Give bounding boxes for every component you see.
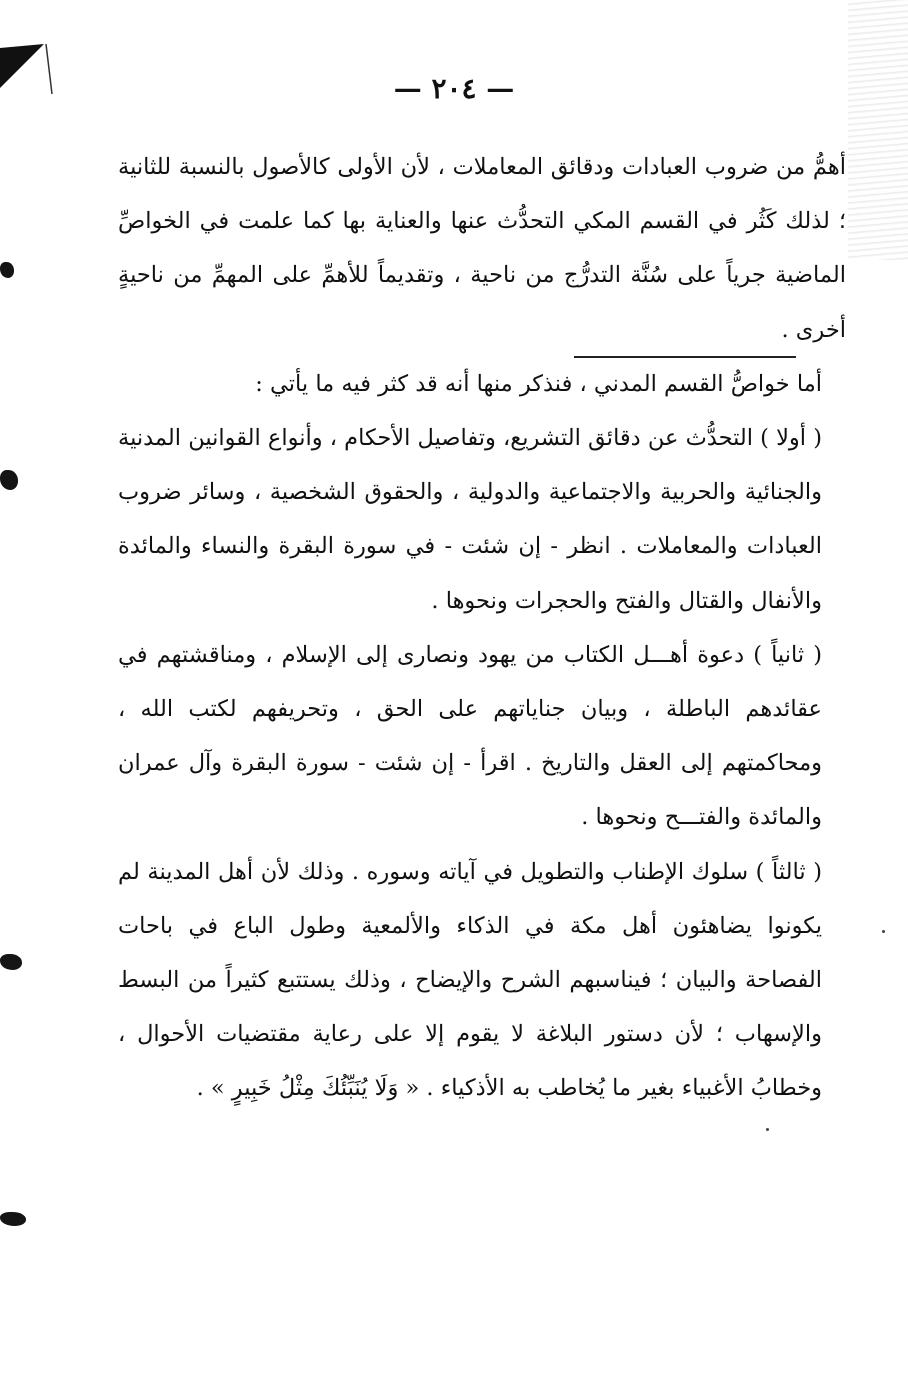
scan-speck: [0, 470, 18, 490]
paragraph: أهمُّ من ضروب العبادات ودقائق المعاملات ، لأن الأولى كالأصول بالنسبة للثانية ؛ لذلك كَثُر في القسم المكي التحدُّث عنها والعناية بها كما علمت في الخواصِّ الماضية جرياً على سُنَّة التدرُّج من ناحية ، وتقديماً للأهمِّ على المهمِّ من ناحيةٍ أخرى .: [118, 154, 846, 343]
scan-dot: [766, 1128, 769, 1131]
scan-speck: [0, 262, 14, 278]
paragraph: ( ثالثاً ) سلوك الإطناب والتطويل في آياته وسوره . وذلك لأن أهل المدينة لم يكونوا يضاهئون أهل مكة في الذكاء والألمعية وطول الباع في باحات الفصاحة والبيان ؛ فيناسبهم الشرح والإيضاح ، وذلك يستتبع كثيراً من البسط والإسهاب ؛ لأن دستور البلاغة لا يقوم إلا على رعاية مقتضيات الأحوال ، وخطابُ الأغبياء بغير ما يُخاطب به الأذكياء . « وَلَا يُنَبِّئُكَ مِثْلُ خَبِيرٍ » .: [118, 858, 822, 1102]
scan-dot: [882, 930, 885, 933]
scan-speck: [0, 954, 22, 970]
page-number: — ٢٠٤ —: [393, 72, 515, 105]
scan-speck: [0, 1212, 26, 1226]
scan-edge-noise: [848, 0, 908, 260]
body-text: [118, 140, 846, 1116]
paragraph: أما خواصُّ القسم المدني ، فنذكر منها أنه قد كثر فيه ما يأتي :: [255, 370, 822, 397]
paragraph: ( أولا ) التحدُّث عن دقائق التشريع، وتفاصيل الأحكام ، وأنواع القوانين المدنية والجنائية والحربية والاجتماعية والدولية ، والحقوق الشخصية ، وسائر ضروب العبادات والمعاملات . انظر - إن شئت - في سورة البقرة والنساء والمائدة والأنفال والقتال والفتح والحجرات ونحوها .: [118, 425, 822, 614]
paragraph: ( ثانياً ) دعوة أهـــل الكتاب من يهود ونصارى إلى الإسلام ، ومناقشتهم في عقائدهم الباطلة ، وبيان جناياتهم على الحق ، وتحريفهم لكتب الله ، ومحاكمتهم إلى العقل والتاريخ . اقرأ - إن شئت - سورة البقرة وآل عمران والمائدة والفتـــح ونحوها .: [118, 641, 822, 831]
